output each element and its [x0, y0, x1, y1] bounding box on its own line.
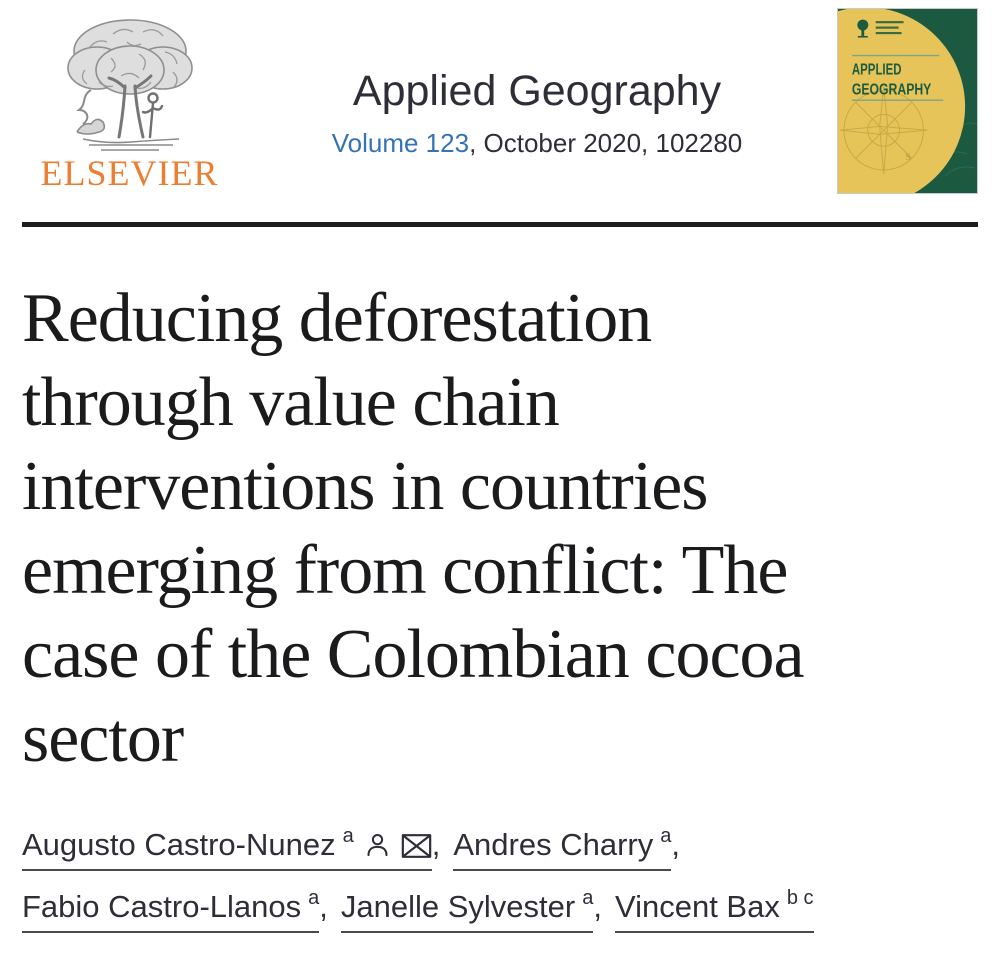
author-list — [22, 825, 978, 925]
article-title-line: interventions in countries — [22, 448, 708, 525]
header-divider — [22, 222, 978, 227]
author-name: Augusto Castro-Nunez — [22, 827, 336, 862]
article-title-line: Reducing deforestation — [22, 280, 652, 357]
affiliation-sup: a — [582, 887, 594, 909]
author-name: Janelle Sylvester — [340, 889, 576, 924]
author-augusto-castro-nunez[interactable] — [22, 827, 432, 871]
author-separator: , — [671, 827, 680, 862]
author-line-1 — [22, 825, 978, 863]
svg-text:GEOGRAPHY: GEOGRAPHY — [851, 81, 932, 99]
author-name: Andres Charry — [453, 827, 654, 862]
author-name: Fabio Castro-Llanos — [22, 889, 302, 924]
article-title-line: sector — [22, 700, 184, 777]
person-icon[interactable] — [364, 832, 391, 859]
journal-header — [0, 0, 1000, 198]
affiliation-sup: a — [660, 825, 672, 847]
author-fabio-castro-llanos[interactable] — [22, 889, 319, 933]
elsevier-logo[interactable] — [22, 8, 237, 191]
journal-title[interactable]: Applied Geography — [352, 67, 722, 115]
journal-info — [237, 8, 837, 159]
author-separator: , — [431, 827, 441, 862]
svg-text:S: S — [905, 152, 912, 164]
issue-line — [237, 128, 837, 159]
author-name: Vincent Bax — [614, 889, 780, 924]
author-separator: , — [319, 889, 328, 924]
journal-cover-image[interactable] — [837, 8, 978, 194]
article-title-line: emerging from conflict: The — [22, 532, 788, 609]
issue-suffix: , October 2020, 102280 — [469, 128, 743, 158]
envelope-icon[interactable] — [401, 833, 432, 859]
affiliation-sup: a — [342, 825, 354, 847]
author-line-2 — [22, 887, 978, 925]
article-title-line: case of the Colombian cocoa — [22, 616, 804, 693]
affiliation-sup: a — [308, 887, 320, 909]
author-andres-charry[interactable] — [453, 827, 671, 871]
article-title — [22, 277, 970, 781]
volume-link[interactable]: Volume 123 — [331, 128, 470, 158]
elsevier-wordmark: ELSEVIER — [40, 153, 219, 193]
author-janelle-sylvester[interactable] — [341, 889, 593, 933]
author-vincent-bax[interactable] — [615, 889, 814, 933]
affiliation-sup: b c — [786, 887, 814, 909]
author-separator: , — [593, 889, 602, 924]
article-title-line: through value chain — [22, 364, 559, 441]
elsevier-tree-icon — [55, 8, 205, 153]
svg-text:APPLIED: APPLIED — [851, 61, 902, 79]
